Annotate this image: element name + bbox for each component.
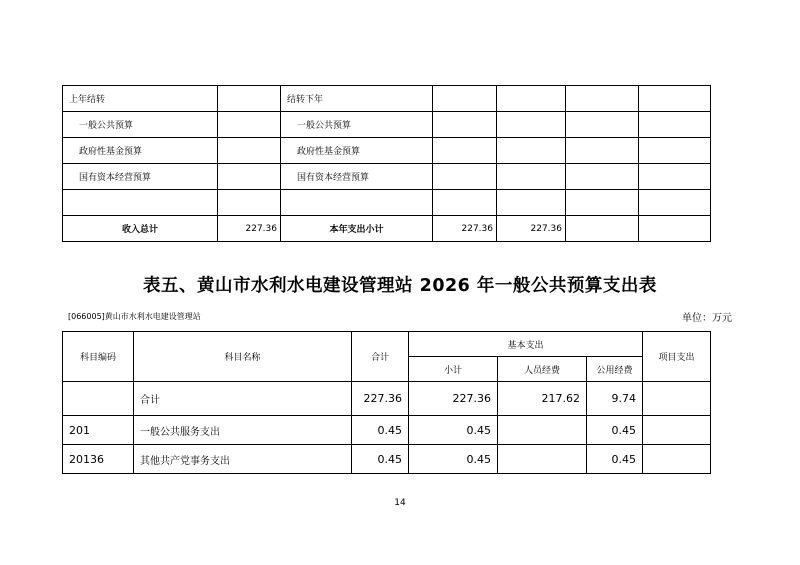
page-title: 表五、黄山市水利水电建设管理站 2026 年一般公共预算支出表	[143, 276, 657, 296]
income-value	[218, 86, 281, 112]
table-row	[63, 138, 711, 164]
personnel-value	[498, 445, 587, 474]
subject-name: 其他共产党事务支出	[134, 445, 352, 474]
expense-label: 政府性基金预算	[281, 138, 433, 164]
table-row	[63, 112, 711, 138]
expense-value-4	[639, 112, 711, 138]
subtotal-value: 0.45	[409, 416, 498, 445]
expense-subtotal-value-3	[566, 216, 639, 242]
header-public: 公用经费	[587, 357, 643, 382]
header-project: 项目支出	[643, 332, 711, 382]
header-total: 合计	[352, 332, 409, 382]
expense-value-4	[639, 164, 711, 190]
income-value	[218, 164, 281, 190]
table-row	[63, 164, 711, 190]
table-row	[63, 190, 711, 216]
project-value	[643, 445, 711, 474]
expense-value-1	[433, 112, 497, 138]
subject-name: 一般公共服务支出	[134, 416, 352, 445]
expense-value-3	[566, 190, 639, 216]
expense-subtotal-value-1: 227.36	[433, 216, 497, 242]
income-label: 国有资本经营预算	[63, 164, 218, 190]
expense-value-4	[639, 190, 711, 216]
unit-label: 单位：万元	[682, 313, 732, 324]
page-number: 14	[394, 498, 406, 508]
header-personnel: 人员经费	[498, 357, 587, 382]
header-row	[63, 332, 711, 357]
income-label: 一般公共预算	[63, 112, 218, 138]
expense-value-4	[639, 138, 711, 164]
expense-value-3	[566, 138, 639, 164]
public-value: 0.45	[587, 445, 643, 474]
expense-value-2	[497, 86, 566, 112]
subject-code: 201	[63, 416, 134, 445]
expense-subtotal-value-2: 227.36	[497, 216, 566, 242]
income-total-value: 227.36	[218, 216, 281, 242]
header-name: 科目名称	[134, 332, 352, 382]
table-row	[63, 382, 711, 416]
total-row	[63, 216, 711, 242]
public-value: 9.74	[587, 382, 643, 416]
expense-value-4	[639, 86, 711, 112]
income-label	[63, 190, 218, 216]
table-row	[63, 445, 711, 474]
header-basic: 基本支出	[409, 332, 643, 357]
total-value: 0.45	[352, 416, 409, 445]
total-value: 227.36	[352, 382, 409, 416]
table-row	[63, 416, 711, 445]
expense-value-1	[433, 138, 497, 164]
table-row	[63, 86, 711, 112]
income-value	[218, 138, 281, 164]
expense-value-2	[497, 164, 566, 190]
subject-name: 合计	[134, 382, 352, 416]
subtotal-value: 227.36	[409, 382, 498, 416]
total-value: 0.45	[352, 445, 409, 474]
expenditure-table	[62, 331, 711, 474]
expense-value-2	[497, 138, 566, 164]
header-code: 科目编码	[63, 332, 134, 382]
project-value	[643, 382, 711, 416]
expense-value-1	[433, 190, 497, 216]
income-value	[218, 112, 281, 138]
expense-label: 结转下年	[281, 86, 433, 112]
personnel-value	[498, 416, 587, 445]
public-value: 0.45	[587, 416, 643, 445]
expense-value-1	[433, 86, 497, 112]
project-value	[643, 416, 711, 445]
expense-value-3	[566, 164, 639, 190]
subtotal-value: 0.45	[409, 445, 498, 474]
expense-value-2	[497, 190, 566, 216]
expense-label: 一般公共预算	[281, 112, 433, 138]
personnel-value: 217.62	[498, 382, 587, 416]
header-subtotal: 小计	[409, 357, 498, 382]
expense-subtotal-label: 本年支出小计	[281, 216, 433, 242]
subject-code	[63, 382, 134, 416]
expense-subtotal-value-4	[639, 216, 711, 242]
income-value	[218, 190, 281, 216]
expense-label	[281, 190, 433, 216]
expense-value-3	[566, 86, 639, 112]
unit-name: [066005]黄山市水利水电建设管理站	[68, 312, 201, 321]
expense-label: 国有资本经营预算	[281, 164, 433, 190]
income-expense-table	[62, 85, 711, 242]
income-label: 政府性基金预算	[63, 138, 218, 164]
expense-value-1	[433, 164, 497, 190]
expense-value-3	[566, 112, 639, 138]
expense-value-2	[497, 112, 566, 138]
subject-code: 20136	[63, 445, 134, 474]
income-label: 上年结转	[63, 86, 218, 112]
income-total-label: 收入总计	[63, 216, 218, 242]
